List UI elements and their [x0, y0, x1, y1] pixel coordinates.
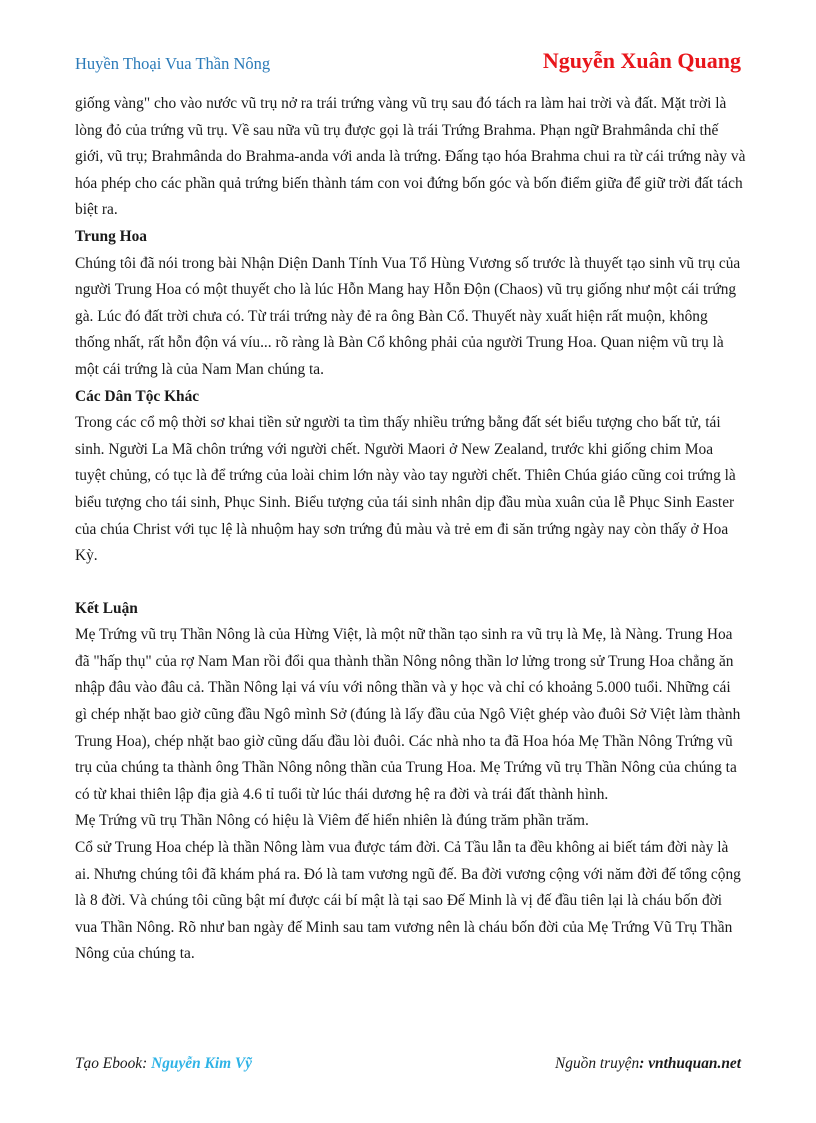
ebook-credit	[75, 1055, 252, 1073]
paragraph: Trong các cổ mộ thời sơ khai tiền sử người ta tìm thấy nhiều trứng bằng đất sét biểu tượng cho bất tử, tái sinh. Người La Mã chôn trứng với người chết. Người Maori ở New Zealand, trước khi giống chim Moa tuyệt chủng, có tục là để trứng của loài chim lớn này vào tay người chết. Thiên Chúa giáo cũng coi trứng là biểu tượng cho tái sinh, Phục Sinh. Biểu tượng của tái sinh nhân dịp đầu mùa xuân của lễ Phục Sinh Easter của chúa Christ với tục lệ là nhuộm hay sơn trứng đủ màu và trẻ em đi săn trứng ngày nay còn thấy ở Hoa Kỳ.	[75, 414, 736, 565]
page-header	[75, 48, 741, 78]
section-heading-cac-dan-toc: Các Dân Tộc Khác	[75, 387, 200, 405]
paragraph: Mẹ Trứng vũ trụ Thần Nông là của Hừng Việt, là một nữ thần tạo sinh ra vũ trụ là Mẹ, là Nàng. Trung Hoa đã "hấp thụ" của rợ Nam Man rồi đổi qua thành thần Nông nông thần lơ lửng trong sử Trung Hoa chẳng ăn nhập đâu vào đâu cả. Thần Nông lại vá víu với nông thần và y học và chỉ có khoảng 5.000 tuổi. Những cái gì chép nhặt bao giờ cũng đầu Ngô mình Sở (đúng là lấy đầu của Ngô Việt ghép vào đuôi Sở Việt làm thành Trung Hoa), chép nhặt bao giờ cũng dấu đầu lòi đuôi. Các nhà nho ta đã Hoa hóa Mẹ Thần Nông Trứng vũ trụ của chúng ta thành ông Thần Nông nông thần của Trung Hoa. Mẹ Trứng vũ trụ Thần Nông của chúng ta có từ khai thiên lập địa già 4.6 tỉ tuổi từ lúc thái dương hệ ra đời và trái đất thành hình.	[75, 626, 741, 803]
ebook-creator-name: Nguyễn Kim Vỹ	[151, 1055, 253, 1072]
page-footer	[75, 1055, 741, 1077]
source-separator: :	[639, 1055, 649, 1072]
book-title: Huyền Thoại Vua Thần Nông	[75, 54, 271, 73]
paragraph: Chúng tôi đã nói trong bài Nhận Diện Danh Tính Vua Tổ Hùng Vương số trước là thuyết tạo sinh vũ trụ của người Trung Hoa có một thuyết cho là lúc Hỗn Mang hay Hỗn Độn (Chaos) vũ trụ giống như một cái trứng gà. Lúc đó đất trời chưa có. Từ trái trứng này đẻ ra ông Bàn Cổ. Thuyết này xuất hiện rất muộn, không thống nhất, rất hỗn độn vá víu... rõ ràng là Bàn Cổ không phải của người Trung Hoa. Quan niệm vũ trụ là một cái trứng là của Nam Man chúng ta.	[75, 254, 741, 378]
source-credit	[555, 1055, 741, 1073]
section-heading-ket-luan: Kết Luận	[75, 599, 138, 617]
page-content	[75, 91, 746, 968]
spacer	[75, 570, 746, 596]
source-label: Nguồn truyện	[554, 1055, 640, 1072]
source-site: vnthuquan.net	[648, 1055, 741, 1072]
author-name: Nguyễn Xuân Quang	[542, 48, 741, 73]
paragraph: Mẹ Trứng vũ trụ Thần Nông có hiệu là Viêm đế hiển nhiên là đúng trăm phần trăm.	[75, 812, 589, 830]
section-heading-trung-hoa: Trung Hoa	[75, 227, 147, 245]
paragraph: Cổ sử Trung Hoa chép là thần Nông làm vua được tám đời. Cả Tầu lẫn ta đều không ai biết tám đời này là ai. Nhưng chúng tôi đã khám phá ra. Đó là tam vương ngũ đế. Ba đời vương cộng với năm đời đế tổng cộng là 8 đời. Và chúng tôi cũng bật mí được cái bí mật là tại sao Đế Minh là vị đế đầu tiên lại là cháu bốn đời vua Thần Nông. Rõ như ban ngày đế Minh sau tam vương nên là cháu bốn đời của Mẹ Trứng Vũ Trụ Thần Nông của chúng ta.	[75, 839, 741, 963]
ebook-separator: :	[142, 1055, 152, 1072]
paragraph: giống vàng" cho vào nước vũ trụ nở ra trái trứng vàng vũ trụ sau đó tách ra làm hai trời và đất. Mặt trời là lòng đỏ của trứng vũ trụ. Về sau nữa vũ trụ được gọi là trái Trứng Brahma. Phạn ngữ Brahmânda chỉ thế giới, vũ trụ; Brahmânda do Brahma-anda với anda là trứng. Đấng tạo hóa Brahma chui ra từ cái trứng này và hóa phép cho các phần quả trứng biến thành tám con voi đứng bốn góc và bốn điểm giữa để giữ trời đất tách biệt ra.	[75, 95, 746, 219]
ebook-label: Tạo Ebook	[75, 1055, 143, 1072]
